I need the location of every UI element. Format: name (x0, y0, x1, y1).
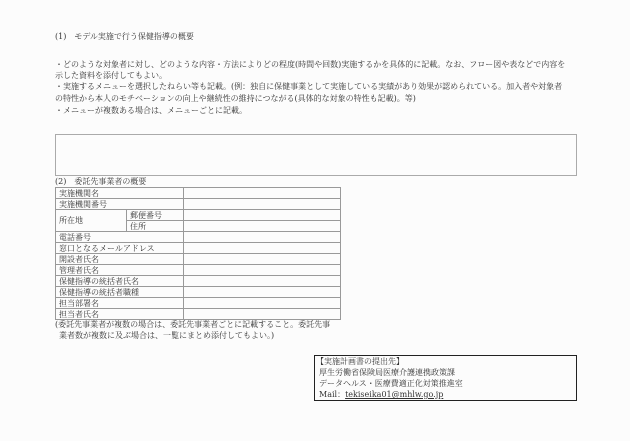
table-row (56, 210, 341, 221)
contractor-overview-table (55, 187, 341, 320)
label-org-name: 実施機関名 (56, 188, 184, 199)
table-row (56, 309, 341, 320)
table-footnote: 業者数が複数に及ぶ場合は、一覧にまとめ添付してもよい。) (59, 331, 275, 340)
value-address[interactable] (184, 221, 341, 232)
submission-info-box (314, 355, 577, 401)
value-contact-person[interactable] (184, 309, 341, 320)
label-department: 担当部署名 (56, 298, 184, 309)
label-supervisor-name: 保健指導の統括者氏名 (56, 276, 184, 287)
instruction-line: ・メニューが複数ある場合は、メニューごとに記載。 (55, 106, 247, 115)
instruction-line: ・どのような対象者に対し、どのような内容・方法によりどの程度(時間や回数)実施するかを具体的に記載。なお、フロー図や表などで内容を (55, 60, 566, 69)
instruction-line: 示した資料を添付してもよい。 (55, 71, 167, 80)
label-org-number: 実施機関番号 (56, 199, 184, 210)
table-row (56, 199, 341, 210)
guidance-overview-input-box[interactable] (55, 134, 577, 176)
label-supervisor-job: 保健指導の統括者職種 (56, 287, 184, 298)
value-org-number[interactable] (184, 199, 341, 210)
submission-department: 厚生労働省保険局医療介護連携政策課 (319, 368, 455, 377)
table-row (56, 243, 341, 254)
label-contact-person: 担当者氏名 (56, 309, 184, 320)
value-department[interactable] (184, 298, 341, 309)
table-row (56, 287, 341, 298)
label-manager: 管理者氏名 (56, 265, 184, 276)
label-location: 所在地 (56, 210, 127, 232)
table-row (56, 276, 341, 287)
value-phone[interactable] (184, 232, 341, 243)
section2-heading: (2) 委託先事業者の概要 (55, 177, 147, 186)
label-phone: 電話番号 (56, 232, 184, 243)
label-address: 住所 (127, 221, 184, 232)
value-manager[interactable] (184, 265, 341, 276)
submission-mail-line (319, 390, 443, 400)
label-founder: 開設者氏名 (56, 254, 184, 265)
table-row (56, 188, 341, 199)
table-row (56, 232, 341, 243)
table-row (56, 265, 341, 276)
value-email[interactable] (184, 243, 341, 254)
submission-title: 【実施計画書の提出先】 (316, 357, 404, 366)
table-row (56, 298, 341, 309)
label-postal-code: 郵便番号 (127, 210, 184, 221)
mail-label: Mail： (319, 390, 346, 399)
value-supervisor-name[interactable] (184, 276, 341, 287)
submission-office: データヘルス・医療費適正化対策推進室 (319, 379, 463, 388)
mail-link[interactable]: tekiseika01@mhlw.go.jp (345, 390, 444, 399)
value-supervisor-job[interactable] (184, 287, 341, 298)
value-org-name[interactable] (184, 188, 341, 199)
table-row (56, 254, 341, 265)
value-postal-code[interactable] (184, 210, 341, 221)
label-email: 窓口となるメールアドレス (56, 243, 184, 254)
instruction-line: の特性から本人のモチベーションの向上や継続性の維持につながる(具体的な対象の特性も記載)。等) (55, 94, 416, 103)
instruction-line: ・実施するメニューを選択したねらい等も記載。(例：独自に保健事業として実施している実績があり効果が認められている。加入者や対象者 (55, 82, 563, 91)
value-founder[interactable] (184, 254, 341, 265)
table-footnote: (委託先事業者が複数の場合は、委託先事業者ごとに記載すること。委託先事 (55, 320, 331, 329)
section1-heading: (1) モデル実施で行う保健指導の概要 (55, 32, 194, 41)
